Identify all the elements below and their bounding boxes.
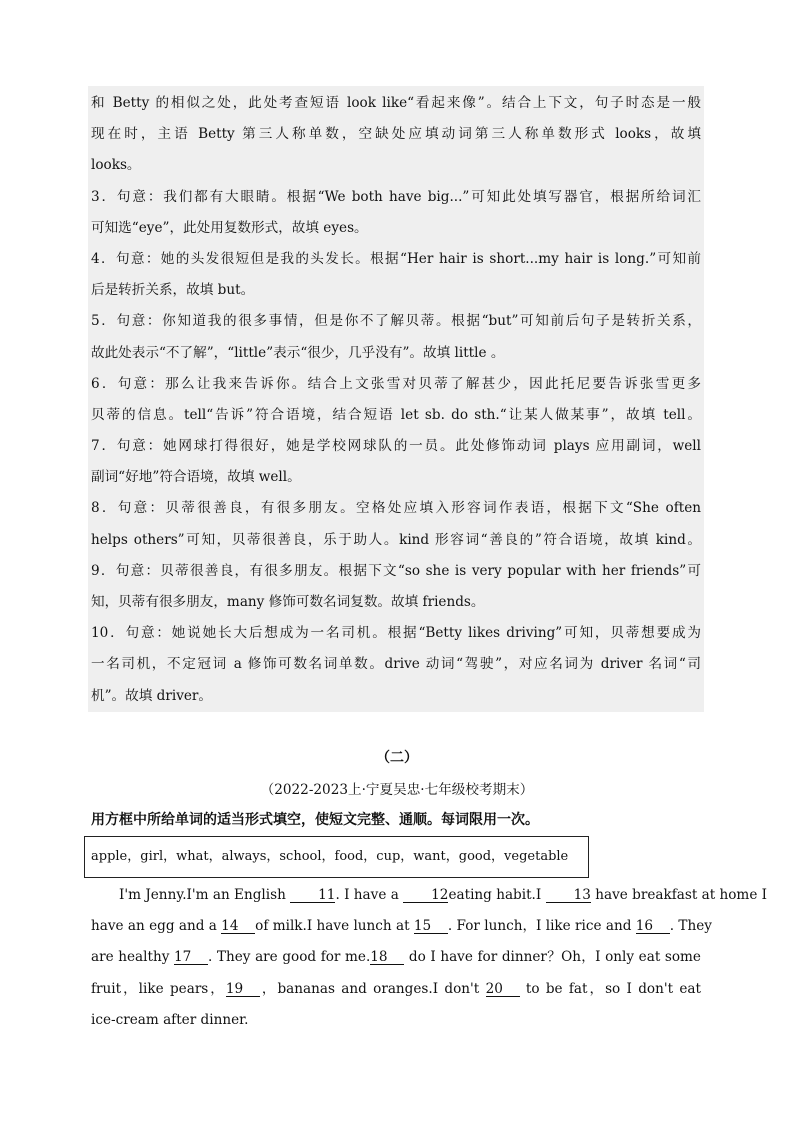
answer-blank[interactable]: 15 (414, 919, 448, 934)
passage-text: do I have for dinner？Oh，I only eat some (404, 949, 701, 966)
explanation-line: 和 Betty 的相似之处，此处考查短语 look like“看起来像”。结合上下文，句子时态是一般 (91, 95, 701, 111)
passage-text: have an egg and a (91, 918, 222, 935)
passage-text: of milk.I have lunch at (255, 918, 414, 935)
answer-blank[interactable]: 13 (546, 888, 591, 903)
explanation-line: 10．句意：她说她长大后想成为一名司机。根据“Betty likes driving”可知，贝蒂想要成为 (91, 625, 701, 642)
answer-blank[interactable]: 12 (403, 888, 448, 903)
explanation-line: 贝蒂的信息。tell“告诉”符合语境，结合短语 let sb. do sth.“让某人做某事”，故填 tell。 (91, 406, 701, 423)
passage-line (91, 1005, 701, 1036)
explanation-line: 5．句意：你知道我的很多事情，但是你不了解贝蒂。根据“but”可知前后句子是转折关系， (91, 313, 701, 330)
explanation-line: 副词“好地”符合语境，故填 well。 (91, 469, 301, 486)
word-bank-box: apple，girl，what，always，school，food，cup，want，good，vegetable (84, 836, 589, 878)
answer-blank[interactable]: 17 (174, 950, 208, 965)
passage-line (91, 880, 768, 911)
explanation-line: 7．句意：她网球打得很好，她是学校网球队的一员。此处修饰动词 plays 应用副词，well (91, 438, 701, 455)
answer-blank[interactable]: 19 (226, 982, 260, 997)
explanation-line: 8．句意：贝蒂很善良，有很多朋友。空格处应填入形容词作表语，根据下文“She often (91, 500, 701, 517)
explanation-line: 可知选“eye”，此处用复数形式，故填 eyes。 (91, 219, 368, 236)
passage-text: are healthy (91, 949, 174, 966)
passage-text: have breakfast at home I (590, 887, 768, 903)
explanation-line: 9．句意：贝蒂很善良，有很多朋友。根据下文“so she is very popular with her friends”可 (91, 562, 701, 579)
passage-text: ice-cream after dinner. (91, 1011, 249, 1028)
explanation-line: looks。 (91, 157, 141, 174)
explanation-line: 后是转折关系，故填 but。 (91, 282, 255, 299)
exercise-instruction: 用方框中所给单词的适当形式填空，使短文完整、通顺。每词限用一次。 (91, 812, 539, 828)
explanation-line: 故此处表示“不了解”，“little”表示“很少，几乎没有”。故填 little 。 (91, 344, 505, 361)
passage-text: . They are good for me. (208, 949, 371, 966)
answer-explanation (91, 88, 701, 712)
explanation-line: 一名司机，不定冠词 a 修饰可数名词单数。drive 动词“驾驶”，对应名词为 driver 名词“司 (91, 656, 701, 673)
answer-blank[interactable]: 16 (636, 919, 670, 934)
answer-blank[interactable]: 20 (486, 982, 520, 997)
explanation-line: 机”。故填 driver。 (91, 687, 213, 704)
passage-line (91, 942, 701, 973)
passage-text: I'm Jenny.I'm an English (119, 887, 291, 903)
passage-text: to be fat，so I don't eat (519, 980, 701, 997)
section-source: （2022-2023上·宁夏吴忠·七年级校考期末） (260, 782, 534, 798)
section-title: （二） (376, 750, 418, 766)
explanation-line: 4．句意：她的头发很短但是我的头发长。根据“Her hair is short...my hair is long.”可知前 (91, 250, 701, 267)
explanation-line: helps others”可知，贝蒂很善良，乐于助人。kind 形容词“善良的”符合语境，故填 kind。 (91, 531, 701, 548)
explanation-line: 知，贝蒂有很多朋友，many 修饰可数名词复数。故填 friends。 (91, 594, 485, 610)
passage-text: . For lunch，I like rice and (447, 918, 636, 935)
passage-line (91, 974, 701, 1005)
passage-text: ，bananas and oranges.I don't (259, 980, 486, 997)
passage-text: fruit，like pears， (91, 980, 226, 997)
passage-text: . They (669, 918, 712, 935)
cloze-passage (91, 880, 768, 1036)
passage-line (91, 911, 712, 942)
explanation-line: 现在时，主语 Betty 第三人称单数，空缺处应填动词第三人称单数形式 looks，故填 (91, 126, 701, 143)
explanation-line: 3．句意：我们都有大眼睛。根据“We both have big...”可知此处填写器官，根据所给词汇 (91, 188, 701, 205)
passage-text: . I have a (335, 887, 404, 903)
answer-blank[interactable]: 18 (370, 950, 404, 965)
answer-blank[interactable]: 11 (290, 888, 335, 903)
explanation-line: 6．句意：那么让我来告诉你。结合上文张雪对贝蒂了解甚少，因此托尼要告诉张雪更多 (91, 375, 701, 392)
passage-text: eating habit.I (448, 887, 546, 903)
answer-blank[interactable]: 14 (221, 919, 255, 934)
